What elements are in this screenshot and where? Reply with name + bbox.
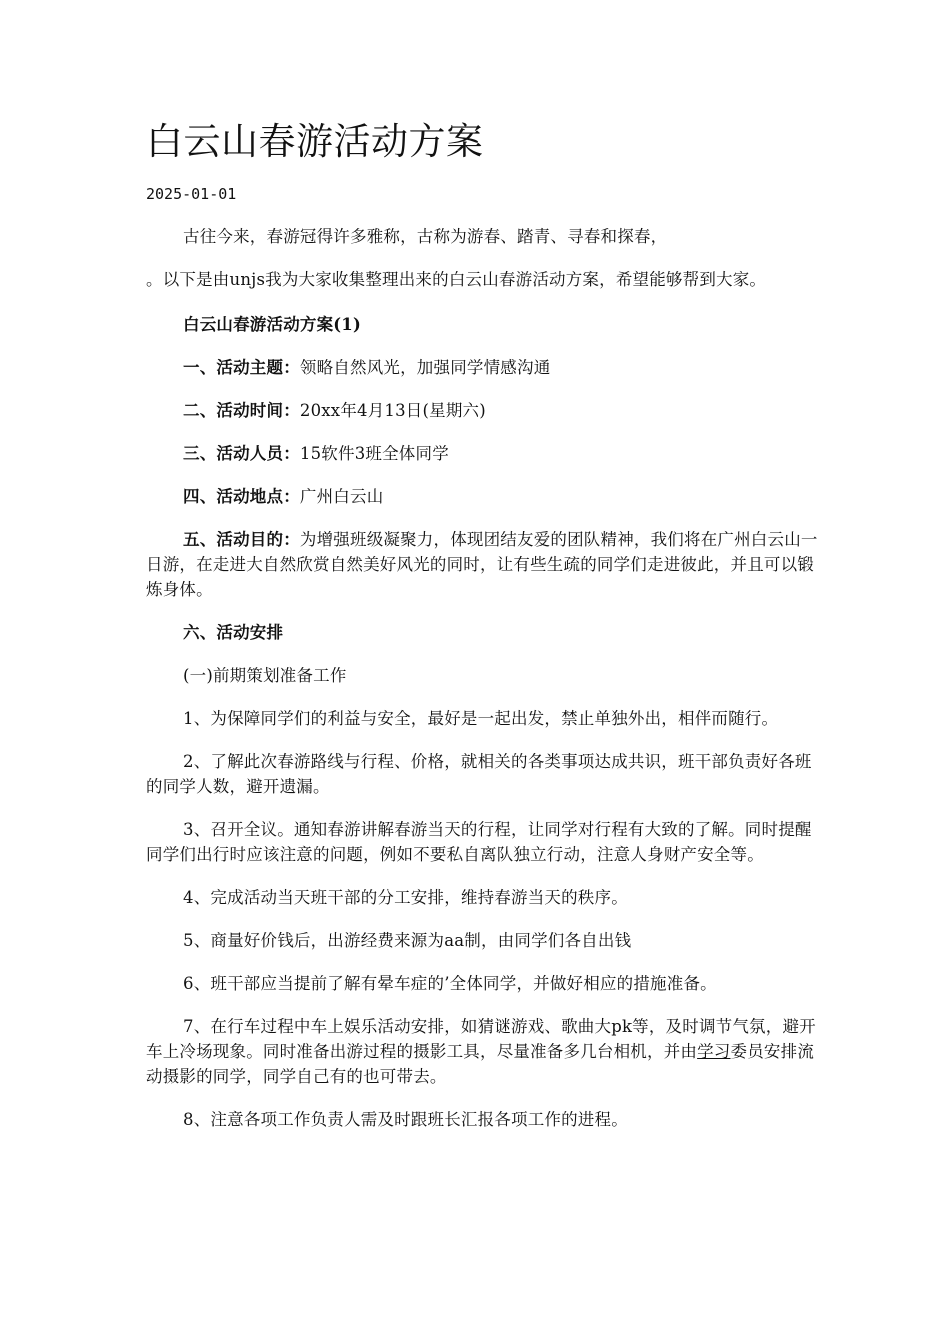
item-text: 为增强班级凝聚力，体现团结友爱的团队精神，我们将在广州白云山一日游，在走进大自然欣赏自然美好风光的同时，让有些生疏的同学们走进彼此，并且可以锻炼身体。 (146, 530, 818, 599)
step-7-text: 7、在行车过程中车上娱乐活动安排，如猜谜游戏、歌曲大pk等，及时调节气氛，避开车上冷场现象。同时准备出游过程的摄影工具，尽量准备多几台相机，并由 (146, 1017, 816, 1061)
step-1: 1、为保障同学们的利益与安全，最好是一起出发，禁止单独外出，相伴而随行。 (183, 709, 779, 728)
step-4: 4、完成活动当天班干部的分工安排，维持春游当天的秩序。 (183, 888, 628, 907)
study-link[interactable]: 学习 (697, 1042, 731, 1061)
item-purpose (146, 527, 824, 602)
item-location (146, 484, 824, 509)
item-label: 三、活动人员： (183, 444, 300, 463)
section6-heading: 六、活动安排 (183, 623, 284, 642)
document-body (146, 224, 824, 1150)
intro-continuation: 。以下是由unjs我为大家收集整理出来的白云山春游活动方案，希望能够帮到大家。 (146, 270, 767, 289)
step-8: 8、注意各项工作负责人需及时跟班长汇报各项工作的进程。 (183, 1110, 628, 1129)
step-6: 6、班干部应当提前了解有晕车症的’全体同学，并做好相应的措施准备。 (183, 974, 717, 993)
item-time (146, 398, 824, 423)
step-7-text-end: 委员安排流动摄影的同学，同学自己有的也可带去。 (146, 1042, 815, 1086)
item-text: 20xx年4月13日(星期六) (299, 401, 486, 420)
item-text: 广州白云山 (299, 487, 384, 506)
step-3: 3、召开全议。通知春游讲解春游当天的行程，让同学对行程有大致的了解。同时提醒同学们出行时应该注意的问题，例如不要私自离队独立行动，注意人身财产安全等。 (146, 820, 812, 864)
step-5: 5、商量好价钱后，出游经费来源为aa制，由同学们各自出钱 (183, 931, 632, 950)
item-label: 五、活动目的： (183, 530, 300, 549)
item-label: 二、活动时间： (183, 401, 300, 420)
section-title: 白云山春游活动方案(1) (183, 315, 361, 334)
document-date: 2025-01-01 (146, 185, 237, 203)
item-label: 一、活动主题： (183, 358, 300, 377)
item-text: 领略自然风光，加强同学情感沟通 (299, 358, 551, 377)
document-title: 白云山春游活动方案 (146, 120, 484, 163)
step-2: 2、了解此次春游路线与行程、价格，就相关的各类事项达成共识，班干部负责好各班的同学人数，避开遗漏。 (146, 752, 812, 796)
step-7 (146, 1014, 824, 1089)
item-people (146, 441, 824, 466)
item-label: 四、活动地点： (183, 487, 300, 506)
intro-paragraph: 古往今来，春游冠得许多雅称，古称为游春、踏青、寻春和探春， (183, 227, 668, 246)
item-text: 15软件3班全体同学 (299, 444, 449, 463)
sub-heading: (一)前期策划准备工作 (183, 666, 347, 685)
item-theme (146, 355, 824, 380)
